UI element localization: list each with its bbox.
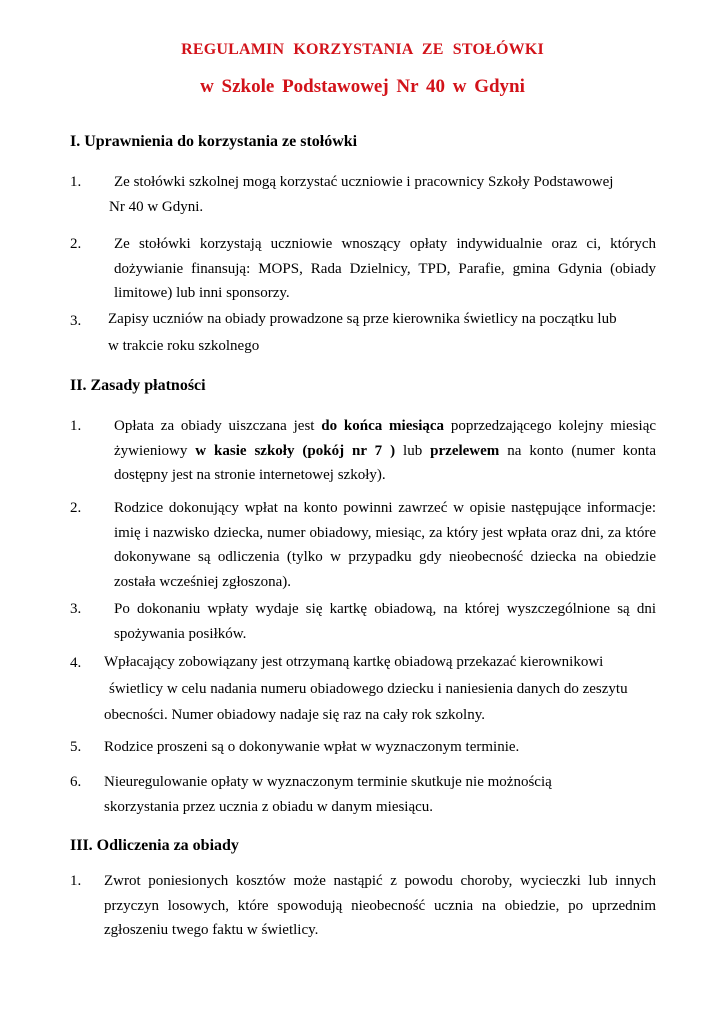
s2-item4-line1: Wpłacający zobowiązany jest otrzymaną kartkę obiadową przekazać kierownikowi bbox=[104, 654, 604, 670]
section-2-heading: II. Zasady płatności bbox=[70, 377, 206, 394]
s2-item1-part1: Opłata za obiady uiszczana jest bbox=[114, 418, 322, 434]
s1-item1-text bbox=[109, 170, 674, 219]
s2-item5-text: Rodzice proszeni są o dokonywanie wpłat w wyznaczonym terminie. bbox=[104, 739, 520, 755]
s1-item3-text bbox=[108, 306, 668, 360]
s2-item6-number: 6. bbox=[70, 774, 82, 790]
s2-item3-text: Po dokonaniu wpłaty wydaje się kartkę obiadową, na której wyszczególnione są dni spożywania posiłków. bbox=[114, 601, 656, 642]
s2-item4-text bbox=[104, 649, 684, 729]
s2-item6-line2: skorzystania przez ucznia z obiadu w danym miesiącu. bbox=[104, 798, 434, 815]
s3-item1-text: Zwrot poniesionych kosztów może nastąpić z powodu choroby, wycieczki lub innych przyczyn losowych, które spowodują nieobecność ucznia na obiedzie, po uprzednim zgłoszeniu twego faktu w świetlicy. bbox=[104, 873, 656, 938]
s2-item6-text bbox=[104, 770, 664, 819]
section-3-heading: III. Odliczenia za obiady bbox=[70, 837, 239, 854]
s2-item1-part3: lub bbox=[395, 442, 431, 459]
s2-item6-line1: Nieuregulowanie opłaty w wyznaczonym terminie skutkuje nie możnością bbox=[104, 774, 552, 790]
s1-item3-number: 3. bbox=[70, 313, 82, 329]
s2-item1-part4: na konto (numer konta dostępny jest na stronie internetowej szkoły). bbox=[114, 442, 656, 483]
document-subtitle: w Szkole Podstawowej Nr 40 w Gdyni bbox=[200, 76, 525, 97]
s2-item1-text bbox=[114, 414, 656, 488]
s2-item2-number: 2. bbox=[70, 500, 82, 516]
s1-item2-number: 2. bbox=[70, 236, 82, 252]
s1-item3-line2: w trakcie roku szkolnego bbox=[108, 338, 260, 354]
s1-item1-line1: Ze stołówki szkolnej mogą korzystać uczniowie i pracownicy Szkoły Podstawowej bbox=[114, 174, 614, 190]
s2-item2-text: Rodzice dokonujący wpłat na konto powinni zawrzeć w opisie następujące informacje: imię i nazwisko dziecka, numer obiadowy, miesiąc, za który jest wpłata oraz dni, za które dokonywane są odliczenia (tylko w przypadku gdy nieobecność dziecka na obiedzie została wcześniej zgłoszona). bbox=[114, 500, 656, 590]
section-1-heading: I. Uprawnienia do korzystania ze stołówki bbox=[70, 133, 358, 150]
s2-item5-number: 5. bbox=[70, 739, 82, 755]
s2-item3-number: 3. bbox=[70, 601, 82, 617]
s2-item1-bold-transfer: przelewem bbox=[430, 442, 500, 459]
s2-item1-bold-cashdesk: w kasie szkoły (pokój nr 7 ) bbox=[195, 442, 396, 459]
s2-item1-bold-deadline: do końca miesiąca bbox=[321, 418, 445, 434]
s2-item4-number: 4. bbox=[70, 655, 82, 671]
s2-item1-part2: poprzedzającego kolejny miesiąc żywieniowy bbox=[114, 418, 657, 459]
s1-item2-text: Ze stołówki korzystają uczniowie wnoszący opłaty indywidualnie oraz ci, których dożywianie finansują: MOPS, Rada Dzielnicy, TPD, Parafie, gmina Gdynia (obiady limitowe) lub inni sponsorzy. bbox=[114, 236, 656, 301]
s2-item4-line3: obecności. Numer obiadowy nadaje się raz na cały rok szkolny. bbox=[104, 707, 485, 723]
s3-item1-number: 1. bbox=[70, 873, 82, 889]
s2-item4-line2: świetlicy w celu nadania numeru obiadowego dziecku i naniesienia danych do zeszytu bbox=[109, 680, 628, 697]
s1-item1-line2: Nr 40 w Gdyni. bbox=[109, 198, 204, 215]
s1-item1-number: 1. bbox=[70, 174, 82, 190]
document-title: REGULAMIN KORZYSTANIA ZE STOŁÓWKI bbox=[181, 41, 544, 58]
s2-item1-number: 1. bbox=[70, 418, 82, 434]
s1-item3-line1: Zapisy uczniów na obiady prowadzone są prze kierownika świetlicy na początku lub bbox=[108, 311, 617, 327]
